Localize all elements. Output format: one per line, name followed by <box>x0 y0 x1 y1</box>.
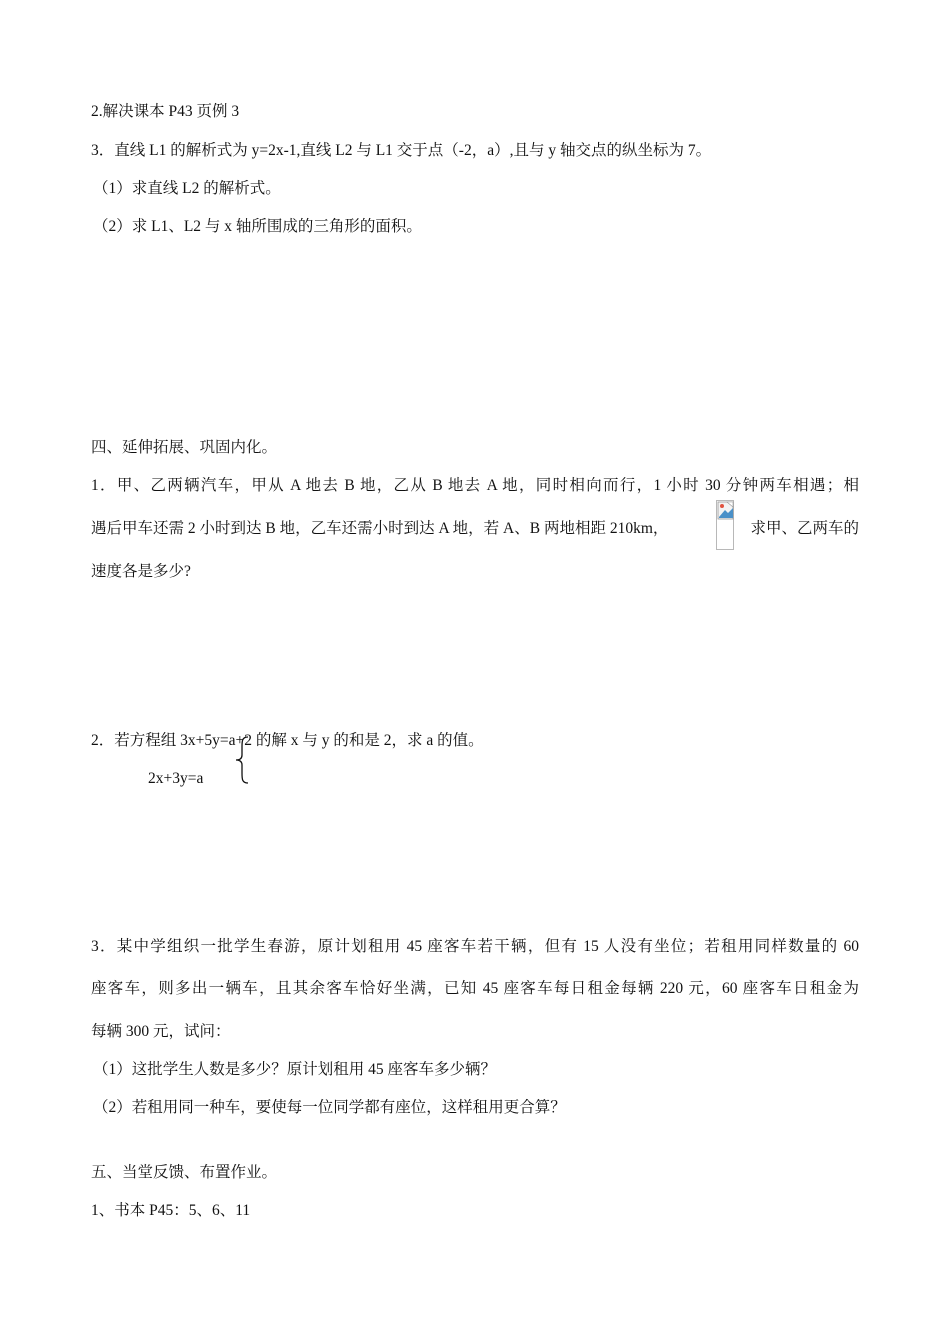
s4-q3-sub-2: （2）若租用同一种车，要使每一位同学都有座位，这样租用更合算？ <box>93 1099 566 1116</box>
section-5-heading: 五、当堂反馈、布置作业。 <box>91 1164 278 1181</box>
s4-q1-line-3: 速度各是多少? <box>91 563 191 580</box>
s4-q2-line-1: 2．若方程组 3x+5y=a+2 的解 x 与 y 的和是 2，求 a 的值。 <box>91 732 484 749</box>
broken-image-icon <box>716 500 734 550</box>
s4-q3-line-3: 每辆 300 元，试问： <box>91 1023 231 1040</box>
s3-item-3-sub-2: （2）求 L1、L2 与 x 轴所围成的三角形的面积。 <box>93 218 422 235</box>
left-brace-icon <box>232 735 252 785</box>
s4-q3-sub-1: （1）这批学生人数是多少？原计划租用 45 座客车多少辆？ <box>93 1061 497 1078</box>
s3-item-3: 3．直线 L1 的解析式为 y=2x-1,直线 L2 与 L1 交于点（-2，a）,且与 y 轴交点的纵坐标为 7。 <box>91 142 712 159</box>
s3-item-3-sub-1: （1）求直线 L2 的解析式。 <box>93 180 281 197</box>
s4-q1-line-1: 1．甲、乙两辆汽车，甲从 A 地去 B 地，乙从 B 地去 A 地，同时相向而行，1 小时 30 分钟两车相遇；相 <box>91 477 859 494</box>
s4-q3-line-1: 3．某中学组织一批学生春游，原计划租用 45 座客车若干辆，但有 15 人没有坐位；若租用同样数量的 60 <box>91 938 859 955</box>
s4-q1-line-2b: 求甲、乙两车的 <box>750 520 859 537</box>
s4-q3-line-2: 座客车，则多出一辆车，且其余客车恰好坐满，已知 45 座客车每日租金每辆 220 元，60 座客车日租金为 <box>91 980 859 997</box>
s5-item-1: 1、书本 P45：5、6、11 <box>91 1202 251 1219</box>
s3-item-2: 2.解决课本 P43 页例 3 <box>91 103 240 120</box>
s4-q1-line-2 <box>91 519 859 539</box>
s4-q2-line-2: 2x+3y=a <box>148 770 204 787</box>
s4-q1-line-2a: 遇后甲车还需 2 小时到达 B 地，乙车还需小时到达 A 地，若 A、B 两地相距 210km， <box>91 520 669 537</box>
section-4-heading: 四、延伸拓展、巩固内化。 <box>91 439 278 456</box>
